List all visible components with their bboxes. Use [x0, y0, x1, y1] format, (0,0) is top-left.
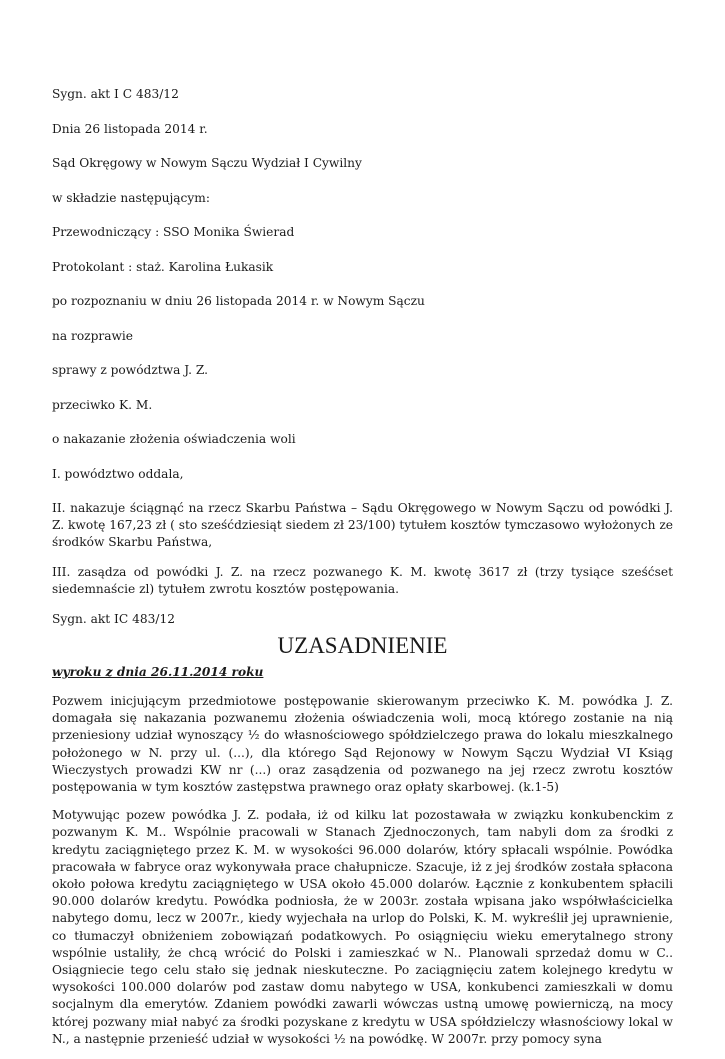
defendant: przeciwko K. M. [52, 397, 153, 412]
justification-paragraph-2: Motywując pozew powódka J. Z. podała, iż od kilku lat pozostawała w związku konkubenckim z pozwanym K. M.. Wspólnie pracowali w Stanach Zjednoczonych, tam nabyli dom za środki z kredytu zaciągniętego przez K. M. w wysokości 96.000 dolarów, który spłacali wspólnie. Powódka pracowała w fabryce oraz wykonywała prace chałupnicze. Szacuje, iż z jej środków została spłacona około połowa kredytu zaciągniętego w USA około 45.000 dolarów. Łącznie z konkubentem spłacili 90.000 dolarów kredytu. Powódka podniosła, że w 2003r. została wpisana jako współwłaścicielka nabytego domu, lecz w 2007r., kiedy wyjechała na urlop do Polski, K. M. wykreślił jej uprawnienie, co tłumaczył obniżeniem zobowiązań podatkowych. Po osiągnięciu wieku emerytalnego strony wspólnie ustaliły, że chcą wrócić do Polski i zamieszkać w N.. Planowali sprzedaż domu w C.. Osiągniecie tego celu stało się jednak nieskuteczne. Po zaciągnięciu zatem kolejnego kredytu w wysokości 100.000 dolarów pod zastaw domu nabytego w USA, konkubenci zamieszkali w domu socjalnym dla emerytów. Zdaniem powódki zawarli wówczas ustną umowę powierniczą, na mocy której pozwany miał nabyć za środki pozyskane z kredytu w USA spółdzielczy własnościowy lokal w N., a następnie przenieść udział w wysokości ½ na powódkę. W 2007r. przy pomocy syna [52, 808, 673, 1046]
hearing-info: po rozpoznaniu w dniu 26 listopada 2014 r. w Nowym Sączu [52, 294, 425, 308]
presiding-judge: Przewodniczący : SSO Monika Świerad [52, 225, 295, 239]
verdict-date: Dnia 26 listopada 2014 r. [52, 121, 208, 136]
verdict-point-3: III. zasądza od powódki J. Z. na rzecz pozwanego K. M. kwotę 3617 zł (trzy tysiące sześćset siedemnaście zl) tytułem zwrotu kosztów postępowania. [52, 565, 673, 596]
case-subject: o nakazanie złożenia oświadczenia woli [52, 432, 296, 446]
justification-subtitle: wyroku z dnia 26.11.2014 roku [52, 665, 264, 679]
court-name: Sąd Okręgowy w Nowym Sączu Wydział I Cywilny [52, 156, 362, 170]
justification-case-number: Sygn. akt IC 483/12 [52, 612, 175, 626]
justification-title: UZASADNIENIE [277, 633, 448, 658]
verdict-point-1: I. powództwo oddala, [52, 466, 184, 481]
justification-paragraph-1: Pozwem inicjującym przedmiotowe postępowanie skierowanym przeciwko K. M. powódka J. Z. domagała się nakazania pozwanemu złożenia oświadczenia woli, mocą którego zostanie na nią przeniesiony udział wynoszący ½ do własnościowego spółdzielczego prawa do lokalu mieszkalnego położonego w N. przy ul. (...), dla którego Sąd Rejonowy w Nowym Sączu Wydział VI Ksiąg Wieczystych prowadzi KW nr (...) oraz zasądzenia od pozwanego na jej rzecz zwrotu kosztów postępowania w tym kosztów zastępstwa prawnego oraz opłaty skarbowej. (k.1-5) [52, 694, 673, 795]
verdict-point-2: II. nakazuje ściągnąć na rzecz Skarbu Państwa – Sądu Okręgowego w Nowym Sączu od powódki J. Z. kwotę 167,23 zł ( sto sześćdziesiąt siedem zł 23/100) tytułem kosztów tymczasowo wyłożonych ze środków Skarbu Państwa, [52, 501, 673, 549]
plaintiff: sprawy z powództwa J. Z. [52, 363, 209, 377]
composition-label: w składzie następującym: [52, 190, 210, 205]
hearing-type: na rozprawie [52, 328, 134, 343]
court-clerk: Protokolant : staż. Karolina Łukasik [52, 259, 274, 274]
court-document [52, 86, 673, 1059]
case-number: Sygn. akt I C 483/12 [52, 87, 179, 101]
